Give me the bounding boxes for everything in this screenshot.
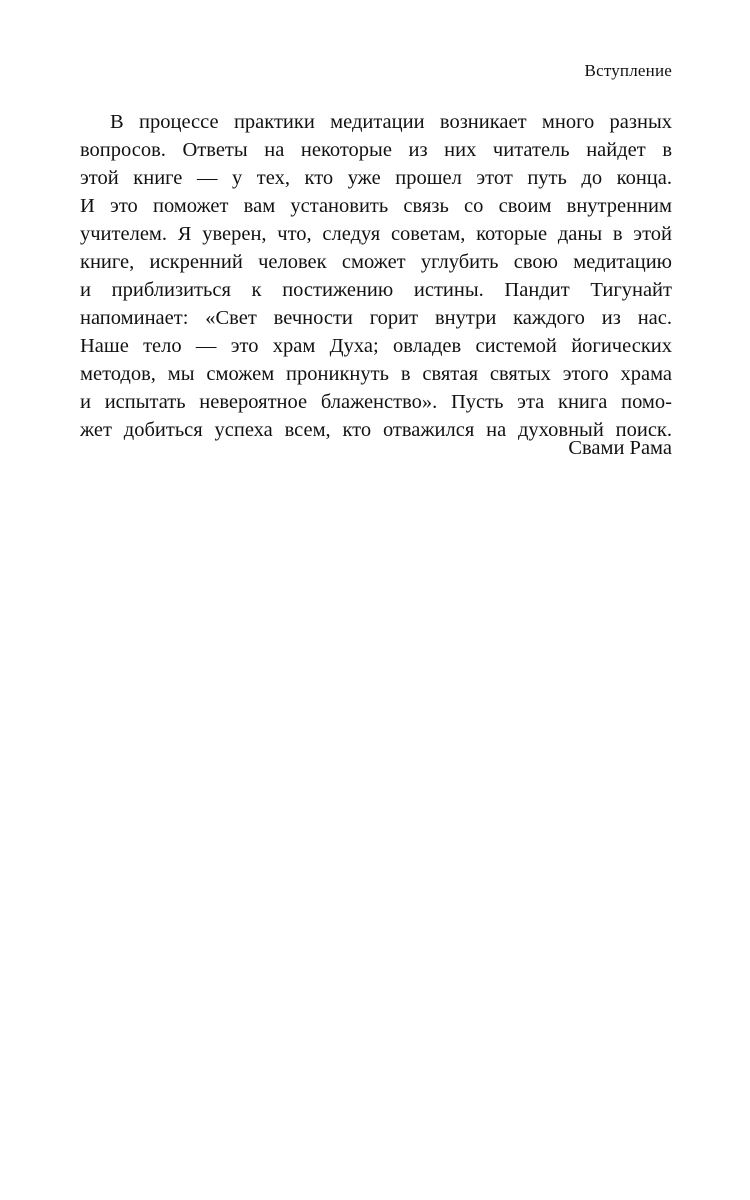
text-line: этой книге — у тех, кто уже прошел этот путь до конца. [80,167,672,189]
text-line: Наше тело — это храм Духа; овладев системой йогических [80,335,672,357]
author-signature: Свами Рама [568,437,672,459]
text-line: и испытать невероятное блаженство». Пусть эта книга помо- [80,391,672,413]
text-line: учителем. Я уверен, что, следуя советам, которые даны в этой [80,223,672,245]
body-paragraph [80,108,672,444]
text-line: В процессе практики медитации возникает много разных [110,111,672,133]
running-header: Вступление [584,61,672,80]
text-line: и приблизиться к постижению истины. Пандит Тигунайт [80,279,672,301]
text-line: напоминает: «Свет вечности горит внутри каждого из нас. [80,307,672,329]
text-line: методов, мы сможем проникнуть в святая святых этого храма [80,363,672,385]
text-line: книге, искренний человек сможет углубить свою медитацию [80,251,672,273]
text-line: И это поможет вам установить связь со своим внутренним [80,195,672,217]
text-line: вопросов. Ответы на некоторые из них читатель найдет в [80,139,672,161]
text-line: жет добиться успеха всем, кто отважился на духовный поиск. [80,419,672,441]
